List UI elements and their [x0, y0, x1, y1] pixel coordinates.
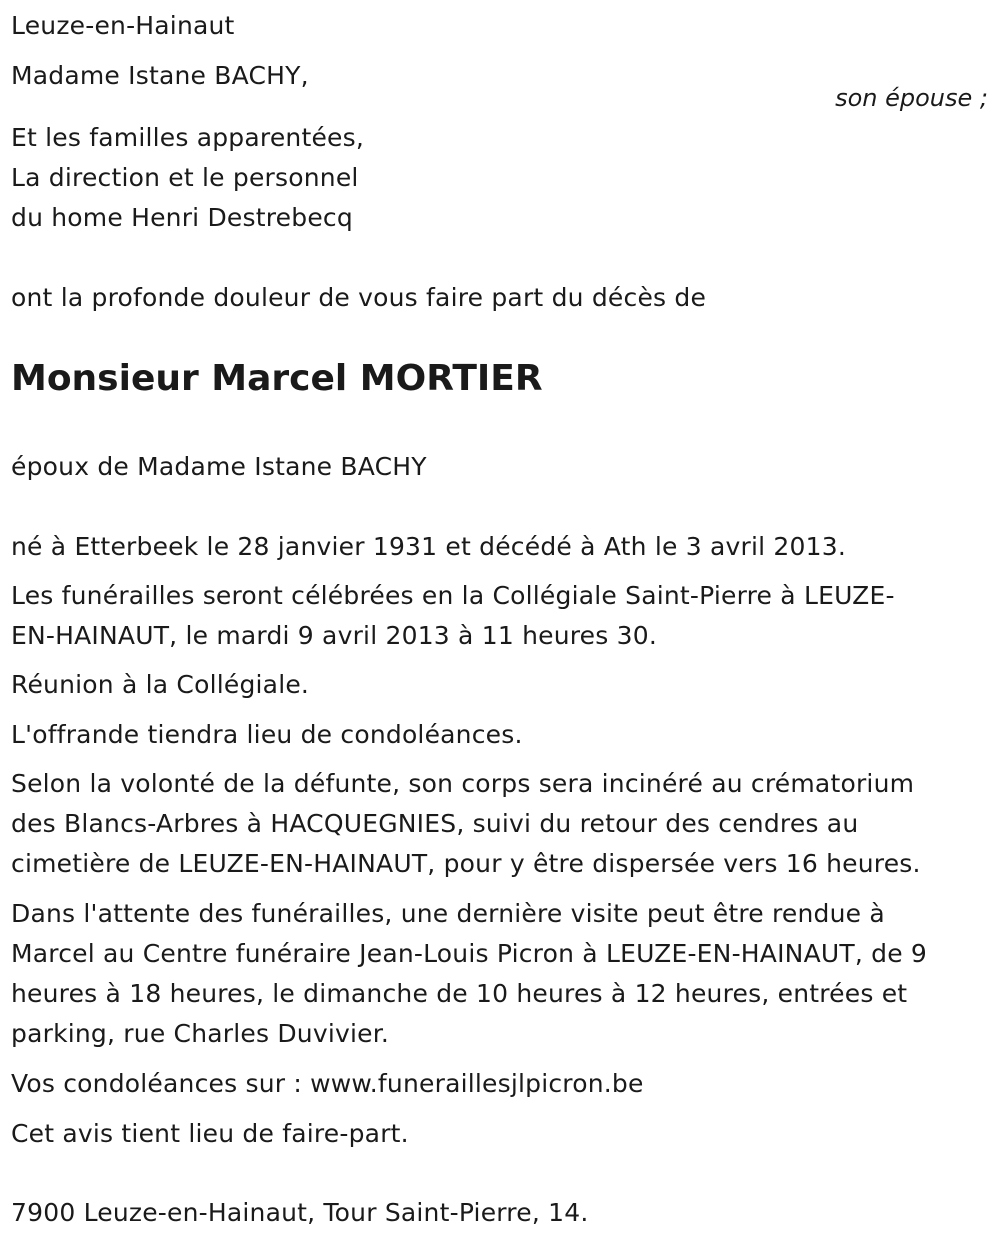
- funeral-line-2: EN-HAINAUT, le mardi 9 avril 2013 à 11 heures 30.: [11, 621, 657, 650]
- spouse-role: son épouse ;: [835, 84, 988, 112]
- offering-text: L'offrande tiendra lieu de condoléances.: [11, 720, 523, 749]
- town-heading: Leuze-en-Hainaut: [11, 11, 235, 40]
- spouse-of-text: époux de Madame Istane BACHY: [11, 452, 427, 481]
- visit-line-4: parking, rue Charles Duvivier.: [11, 1019, 390, 1048]
- deceased-name: Monsieur Marcel MORTIER: [11, 358, 543, 399]
- cremation-line-2: des Blancs-Arbres à HACQUEGNIES, suivi du retour des cendres au: [11, 809, 859, 838]
- cremation-line-1: Selon la volonté de la défunte, son corps sera incinéré au crématorium: [11, 769, 915, 798]
- visit-line-2: Marcel au Centre funéraire Jean-Louis Picron à LEUZE-EN-HAINAUT, de 9: [11, 939, 928, 968]
- spouse-name: Madame Istane BACHY,: [11, 61, 309, 90]
- announcement-text: ont la profonde douleur de vous faire part du décès de: [11, 283, 707, 312]
- family-line-1: Et les familles apparentées,: [11, 123, 364, 152]
- birth-death-text: né à Etterbeek le 28 janvier 1931 et décédé à Ath le 3 avril 2013.: [11, 532, 846, 561]
- notice-text: Cet avis tient lieu de faire-part.: [11, 1119, 409, 1148]
- family-line-2: La direction et le personnel: [11, 163, 359, 192]
- meeting-text: Réunion à la Collégiale.: [11, 670, 310, 699]
- address-text: 7900 Leuze-en-Hainaut, Tour Saint-Pierre, 14.: [11, 1198, 589, 1227]
- visit-line-1: Dans l'attente des funérailles, une dernière visite peut être rendue à: [11, 899, 885, 928]
- condolences-text: Vos condoléances sur : www.funeraillesjlpicron.be: [11, 1069, 644, 1098]
- cremation-line-3: cimetière de LEUZE-EN-HAINAUT, pour y être dispersée vers 16 heures.: [11, 849, 921, 878]
- funeral-line-1: Les funérailles seront célébrées en la Collégiale Saint-Pierre à LEUZE-: [11, 581, 895, 610]
- family-line-3: du home Henri Destrebecq: [11, 203, 353, 232]
- visit-line-3: heures à 18 heures, le dimanche de 10 heures à 12 heures, entrées et: [11, 979, 908, 1008]
